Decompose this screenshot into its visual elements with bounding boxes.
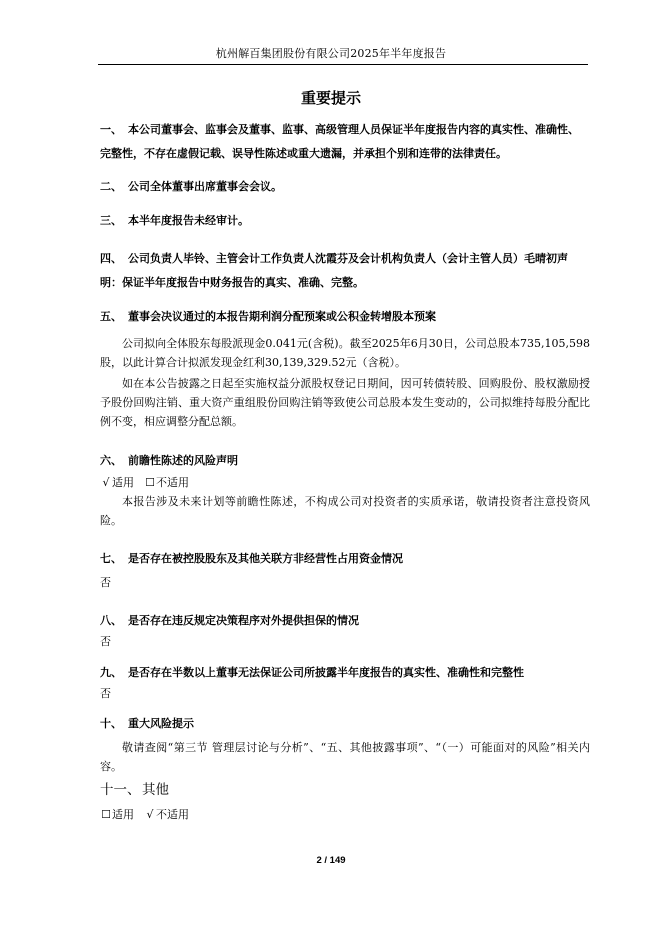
answer-text: 否 xyxy=(100,635,111,648)
page-number: 2 / 149 xyxy=(316,855,346,866)
section-number: 十一、 xyxy=(100,782,141,798)
option-label: 不适用 xyxy=(156,476,189,489)
section-1-heading xyxy=(100,118,588,166)
section-text: 公司全体董事出席董事会会议。 xyxy=(128,180,282,193)
option-label: 适用 xyxy=(112,476,134,489)
section-number: 二、 xyxy=(100,180,122,193)
section-number: 一、 xyxy=(100,123,122,136)
dividend-adjustment-paragraph: 如在本公告披露之日起至实施权益分派股权登记日期间，因可转债转股、回购股份、股权激励授予股份回购注销、重大资产重组股份回购注销等致使公司总股本发生变动的，公司拟维持每股分配比例不变，相应调整分配总额。 xyxy=(100,377,590,428)
running-header: 杭州解百集团股份有限公司2025年半年度报告 xyxy=(215,47,447,60)
header-rule xyxy=(98,64,588,65)
forward-looking-paragraph: 本报告涉及未来计划等前瞻性陈述，不构成公司对投资者的实质承诺，敬请投资者注意投资风险。 xyxy=(100,495,590,527)
section-text: 是否存在半数以上董事无法保证公司所披露半年度报告的真实性、准确性和完整性 xyxy=(128,666,524,679)
section-number: 八、 xyxy=(100,614,122,627)
section-text: 董事会决议通过的本报告期利润分配预案或公积金转增股本预案 xyxy=(128,310,436,323)
section-number: 三、 xyxy=(100,214,122,227)
section-text: 公司负责人毕铃、主管会计工作负责人沈霞芬及会计机构负责人（会计主管人员）毛晴初声明：保证半年度报告中财务报告的真实、准确、完整。 xyxy=(100,252,568,289)
section-text: 前瞻性陈述的风险声明 xyxy=(128,454,238,467)
applicability-options xyxy=(100,474,189,492)
section-7-heading xyxy=(100,547,588,571)
section-text: 重大风险提示 xyxy=(128,717,194,730)
section-number: 六、 xyxy=(100,454,122,467)
risk-paragraph: 敬请查阅“第三节 管理层讨论与分析”、“五、其他披露事项”、“（一）可能面对的风险”相关内容。 xyxy=(100,741,590,773)
section-text: 是否存在违反规定决策程序对外提供担保的情况 xyxy=(128,614,359,627)
check-mark-icon: √ xyxy=(102,476,110,489)
option-label: 不适用 xyxy=(156,808,189,821)
section-number: 九、 xyxy=(100,666,122,679)
section-4-heading xyxy=(100,247,588,295)
section-text: 是否存在被控股股东及其他关联方非经营性占用资金情况 xyxy=(128,552,403,565)
section-text: 本半年度报告未经审计。 xyxy=(128,214,249,227)
section-3-heading xyxy=(100,209,588,233)
section-10-heading xyxy=(100,712,588,736)
empty-checkbox-icon: ☐ xyxy=(101,808,111,821)
section-text: 本公司董事会、监事会及董事、监事、高级管理人员保证半年度报告内容的真实性、准确性、完整性，不存在虚假记载、误导性陈述或重大遗漏，并承担个别和连带的法律责任。 xyxy=(100,123,579,160)
applicability-options xyxy=(100,806,189,824)
option-label: 适用 xyxy=(112,808,134,821)
section-5-heading xyxy=(100,305,588,329)
dividend-paragraph: 公司拟向全体股东每股派现金0.041元(含税)。截至2025年6月30日，公司总股本735,105,598股，以此计算合计拟派发现金红利30,139,329.52元（含税）。 xyxy=(100,337,590,369)
answer-text: 否 xyxy=(100,687,111,700)
section-number: 五、 xyxy=(100,310,122,323)
section-6-heading xyxy=(100,449,588,473)
section-number: 十、 xyxy=(100,717,122,730)
section-9-heading xyxy=(100,661,588,685)
section-number: 四、 xyxy=(100,252,122,265)
section-11-heading xyxy=(100,778,588,802)
empty-checkbox-icon: ☐ xyxy=(145,476,155,489)
section-number: 七、 xyxy=(100,552,122,565)
check-mark-icon: √ xyxy=(146,808,154,821)
section-8-heading xyxy=(100,609,588,633)
section-text: 其他 xyxy=(142,782,169,798)
section-2-heading xyxy=(100,175,588,199)
answer-text: 否 xyxy=(100,576,111,589)
page-title: 重要提示 xyxy=(300,89,361,107)
